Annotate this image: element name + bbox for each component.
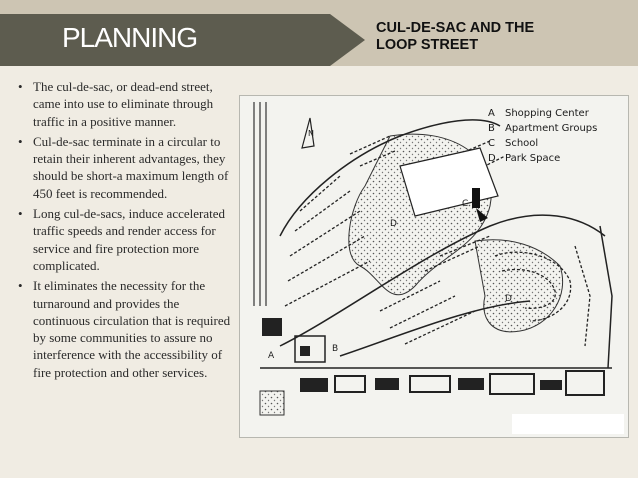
legend-label: Apartment Groups — [505, 123, 598, 134]
legend-key: D — [488, 153, 496, 164]
north-label: N — [308, 129, 314, 138]
bullet-list — [10, 78, 232, 384]
bullet-item: • The cul-de-sac, or dead-end street, came into use to eliminate through traffic in a positive manner. — [10, 78, 232, 130]
legend-label: School — [505, 138, 539, 149]
site-plan-map — [239, 95, 629, 438]
slide-title: PLANNING — [62, 22, 198, 53]
legend-key: C — [488, 138, 495, 149]
subtitle-line-2: LOOP STREET — [376, 37, 479, 53]
site-label-d: D — [505, 294, 512, 304]
site-plan-drawing — [240, 96, 628, 437]
bullet-item: • It eliminates the necessity for the turnaround and provides the continuous circulation that is required by some communities to assure no interference with the accessibility of fire protection and other services. — [10, 277, 232, 381]
north-arrow-icon — [302, 118, 314, 148]
park-space-area — [260, 391, 284, 415]
map-street — [600, 226, 612, 368]
apartment-groups — [262, 318, 604, 395]
subtitle-line-1: CUL-DE-SAC AND THE — [376, 20, 535, 36]
bullet-item: • Long cul-de-sacs, induce accelerated traffic speeds and render access for service and fire protection more complicated. — [10, 205, 232, 274]
park-space-area — [475, 240, 563, 332]
map-legend — [488, 108, 597, 164]
bullet-item: • Cul-de-sac terminate in a circular to retain their inherent advantages, they should be short-a maximum length of 450 feet is recommended. — [10, 133, 232, 202]
site-label-a: A — [268, 351, 275, 361]
map-corner-patch — [512, 414, 624, 434]
legend-label: Shopping Center — [505, 108, 589, 119]
legend-label: Park Space — [505, 153, 561, 164]
legend-key: B — [488, 123, 495, 134]
site-label-c: C — [462, 199, 469, 209]
legend-key: A — [488, 108, 495, 119]
site-label-b: B — [332, 344, 339, 354]
site-label-d: D — [390, 219, 397, 229]
school-building — [472, 188, 480, 208]
slide-subtitle — [376, 20, 626, 54]
